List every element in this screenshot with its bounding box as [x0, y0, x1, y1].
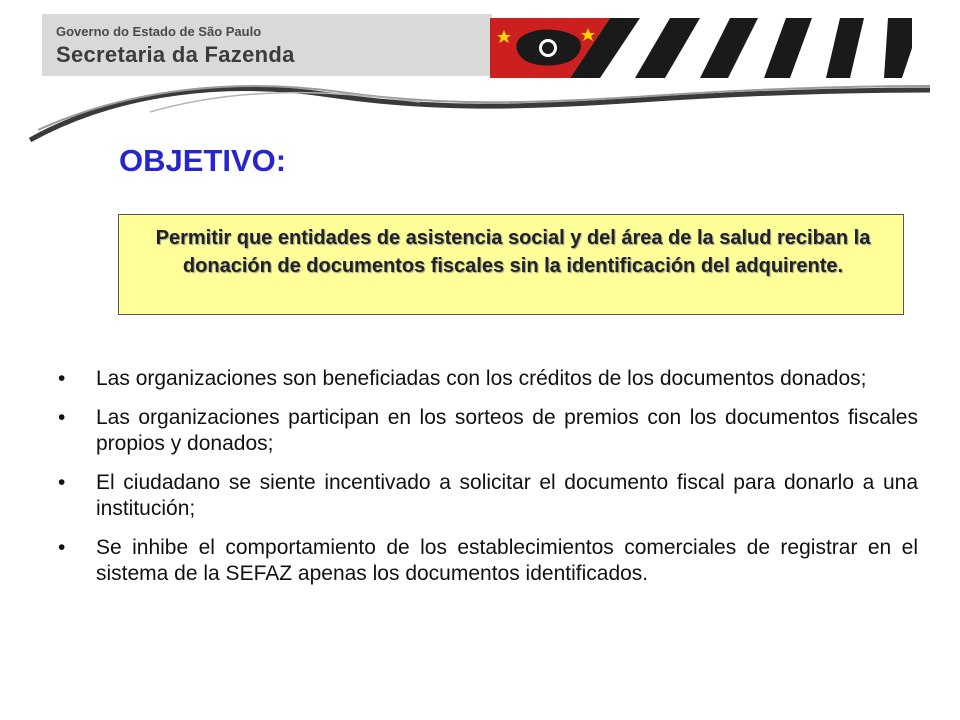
bullet-text: Las organizaciones son beneficiadas con los créditos de los documentos donados;	[96, 367, 867, 390]
list-item	[58, 405, 918, 457]
objective-box	[118, 214, 904, 315]
slide-header	[0, 0, 960, 150]
bullet-icon: •	[58, 536, 66, 559]
objective-text: Permitir que entidades de asistencia social y del área de la salud reciban la donación de documentos fiscales sin la identificación del adquirente.	[155, 227, 871, 277]
sao-paulo-flag-icon	[490, 18, 912, 78]
logo-line-state: Governo do Estado de São Paulo	[56, 24, 262, 39]
bullet-icon: •	[58, 406, 66, 429]
slide-title: OBJETIVO:	[119, 143, 287, 178]
list-item	[58, 366, 918, 392]
bullet-icon: •	[58, 471, 66, 494]
sefaz-logo	[42, 14, 492, 76]
bullet-list	[58, 366, 918, 600]
logo-line-secretaria: Secretaria da Fazenda	[56, 42, 295, 67]
bullet-icon: •	[58, 367, 66, 390]
bullet-text: Se inhibe el comportamiento de los establecimientos comerciales de registrar en el sistema de la SEFAZ apenas los documentos identificados.	[96, 536, 918, 585]
bullet-text: Las organizaciones participan en los sorteos de premios con los documentos fiscales propios y donados;	[96, 406, 918, 455]
list-item	[58, 535, 918, 587]
list-item	[58, 470, 918, 522]
bullet-text: El ciudadano se siente incentivado a solicitar el documento fiscal para donarlo a una institución;	[96, 471, 918, 520]
